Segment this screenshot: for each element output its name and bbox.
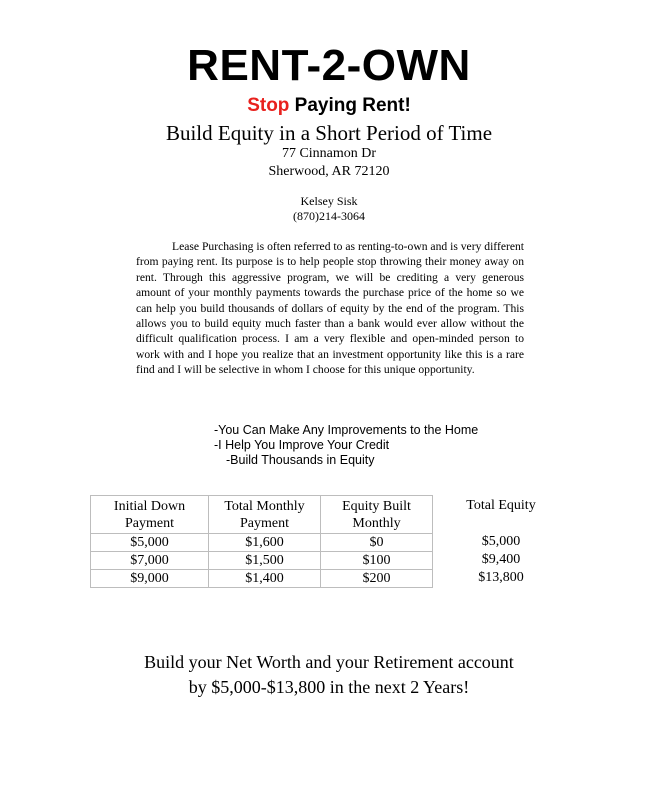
total-equity-value: $13,800 — [478, 570, 524, 585]
bullet-item: -I Help You Improve Your Credit — [214, 438, 390, 452]
table-cell: $7,000 — [91, 552, 209, 570]
contact-name: Kelsey Sisk — [300, 194, 358, 208]
table-row — [91, 534, 433, 552]
column-header-total-monthly: Total Monthly Payment — [209, 496, 321, 534]
table-row — [91, 570, 433, 588]
table-header-row — [91, 496, 433, 534]
table-cell: $5,000 — [91, 534, 209, 552]
table-cell: $1,400 — [209, 570, 321, 588]
description-paragraph: Lease Purchasing is often referred to as renting-to-own and is very different from paying rent. Its purpose is to help people stop throwing their money away on rent. Through this aggressive program, we will be crediting a very generous amount of your monthly payments towards the purchase price of the home so we can help you build thousands of dollars of equity by the end of the program. This allows you to build equity much faster than a bank would ever allow without the difficult qualification process. I am a very flexible and open-minded person to work with and I hope you realize that an investment opportunity like this is a rare find and I will be selective in whom I choose for this unique opportunity. — [136, 240, 524, 377]
table-cell: $0 — [321, 534, 433, 552]
total-equity-value: $9,400 — [481, 552, 521, 567]
closing-line-1: Build your Net Worth and your Retirement account — [144, 652, 514, 672]
bullet-item: -You Can Make Any Improvements to the Home — [214, 423, 479, 437]
table-cell: $9,000 — [91, 570, 209, 588]
table-cell: $100 — [321, 552, 433, 570]
table-row — [91, 552, 433, 570]
closing-line-2: by $5,000-$13,800 in the next 2 Years! — [188, 677, 470, 697]
subtitle-highlight: Stop — [247, 95, 290, 116]
total-equity-label: Total Equity — [466, 498, 536, 513]
table-cell: $1,500 — [209, 552, 321, 570]
column-header-equity-built: Equity Built Monthly — [321, 496, 433, 534]
contact-phone: (870)214-3064 — [293, 209, 365, 223]
table-cell: $1,600 — [209, 534, 321, 552]
total-equity-value: $5,000 — [481, 534, 521, 549]
column-header-initial-down: Initial Down Payment — [91, 496, 209, 534]
address-line-1: 77 Cinnamon Dr — [281, 146, 377, 161]
flyer-subtitle — [0, 94, 658, 118]
bullet-item: -Build Thousands in Equity — [226, 453, 375, 467]
table-cell: $200 — [321, 570, 433, 588]
address-line-2: Sherwood, AR 72120 — [268, 164, 390, 179]
flyer-title: RENT-2-OWN — [187, 41, 471, 90]
payment-table — [90, 495, 433, 588]
subtitle-rest: Paying Rent! — [289, 95, 411, 116]
tagline: Build Equity in a Short Period of Time — [165, 121, 493, 145]
